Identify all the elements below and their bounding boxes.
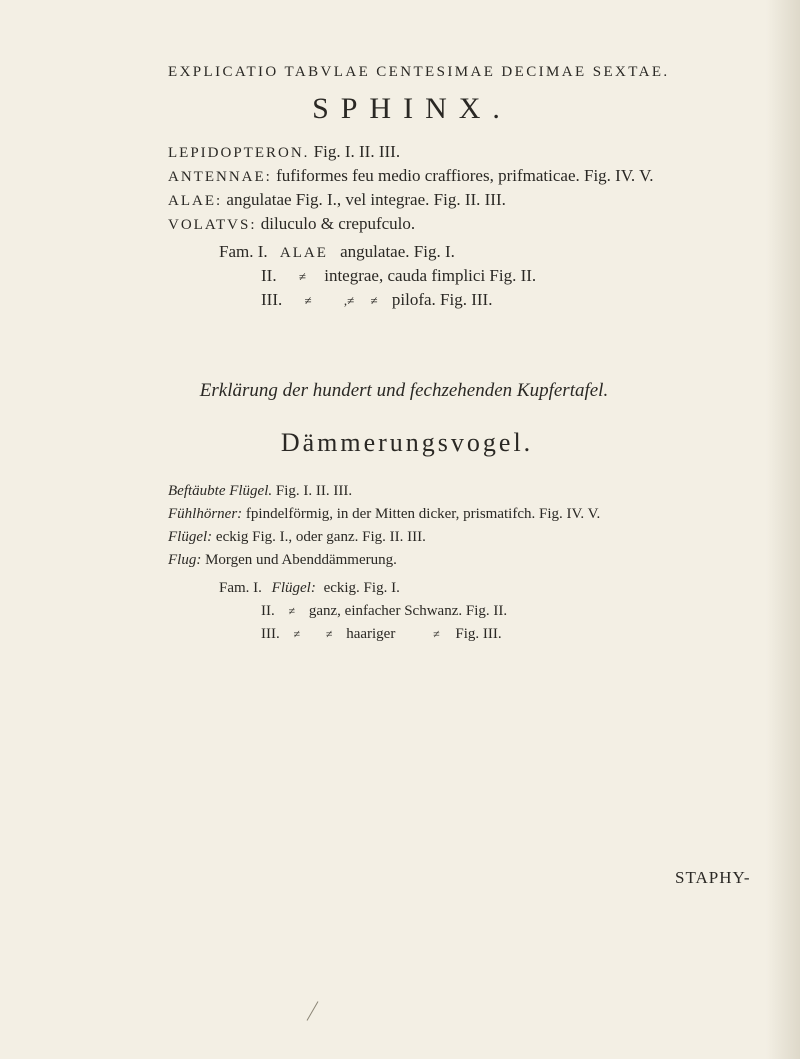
german-family-2-num: II. (261, 603, 275, 619)
fluegel-label: Flügel: (168, 529, 213, 545)
german-family-2 (261, 603, 507, 620)
german-family-2-ditto: ≠ (288, 604, 296, 618)
latin-family-3-num: III. (261, 290, 283, 309)
latin-family-2 (261, 266, 536, 286)
flug-label: Flug: (168, 552, 202, 568)
german-family-3-fig: Fig. III. (455, 626, 502, 642)
flug-text: Morgen und Abenddämmerung. (205, 552, 397, 568)
latin-family-3-ditto-3: ≠ (370, 293, 378, 308)
fuehlhoerner-line (168, 506, 600, 523)
german-family-2-text: ganz, einfacher Schwanz. Fig. II. (308, 603, 508, 619)
main-title: SPHINX. (312, 92, 512, 125)
latin-family-2-num: II. (261, 266, 277, 285)
german-family-3-ditto-1: ≠ (293, 627, 301, 641)
page-edge-shadow (766, 0, 800, 1059)
german-family-3-text: haariger (346, 626, 396, 642)
german-family-3-num: III. (261, 626, 280, 642)
latin-family-3-ditto-2: ,≠ (343, 293, 355, 308)
catchword: STAPHY- (675, 868, 751, 887)
antennae-text: fufiformes feu medio craffiores, prifmaticae. Fig. IV. V. (276, 166, 654, 185)
latin-family-1-text: angulatae. Fig. I. (340, 242, 455, 261)
ink-mark (307, 1001, 319, 1021)
german-family-1-label: Flügel: (271, 580, 316, 596)
volatus-line (168, 214, 415, 234)
latin-family-2-ditto: ≠ (298, 269, 306, 284)
bestaubte-line (168, 483, 352, 500)
fuehlhoerner-label: Fühlhörner: (168, 506, 243, 522)
german-name: Dämmerungsvogel. (280, 428, 534, 457)
alae-line (168, 190, 506, 210)
alae-label: ALAE: (168, 193, 223, 209)
latin-family-3-text: pilofa. Fig. III. (391, 290, 493, 309)
lepidopteron-line (168, 142, 400, 162)
latin-family-1-num: Fam. I. (219, 242, 268, 261)
antennae-label: ANTENNAE: (168, 169, 272, 185)
running-head: EXPLICATIO TABVLAE CENTESIMAE DECIMAE SEXTAE. (168, 64, 670, 80)
latin-family-2-text: integrae, cauda fimplici Fig. II. (324, 266, 537, 285)
german-family-3-ditto-3: ≠ (433, 627, 440, 641)
bestaubte-label: Beftäubte Flügel. (168, 483, 273, 499)
german-family-1 (219, 580, 400, 597)
latin-family-3-ditto-1: ≠ (304, 293, 312, 308)
latin-family-1 (219, 242, 455, 262)
german-family-1-text: eckig. Fig. I. (323, 580, 400, 596)
antennae-line (168, 166, 653, 186)
fluegel-text: eckig Fig. I., oder ganz. Fig. II. III. (215, 529, 426, 545)
lepidopteron-text: Fig. I. II. III. (313, 142, 401, 161)
volatus-label: VOLATVS: (168, 217, 257, 233)
latin-family-1-label: ALAE (279, 245, 328, 261)
volatus-text: diluculo & crepufculo. (260, 214, 416, 233)
german-family-1-num: Fam. I. (219, 580, 262, 596)
fuehlhoerner-text: fpindelförmig, in der Mitten dicker, prismatifch. Fig. IV. V. (245, 506, 601, 522)
fluegel-line (168, 529, 426, 546)
alae-text: angulatae Fig. I., vel integrae. Fig. II. III. (226, 190, 506, 209)
flug-line (168, 552, 397, 569)
german-family-3-ditto-2: ≠ (325, 627, 333, 641)
lepidopteron-label: LEPIDOPTERON. (168, 145, 310, 161)
german-title: Erklärung der hundert und fechzehenden Kupfertafel. (199, 380, 609, 401)
german-family-3 (261, 626, 502, 643)
latin-family-3 (261, 290, 492, 310)
bestaubte-text: Fig. I. II. III. (275, 483, 353, 499)
